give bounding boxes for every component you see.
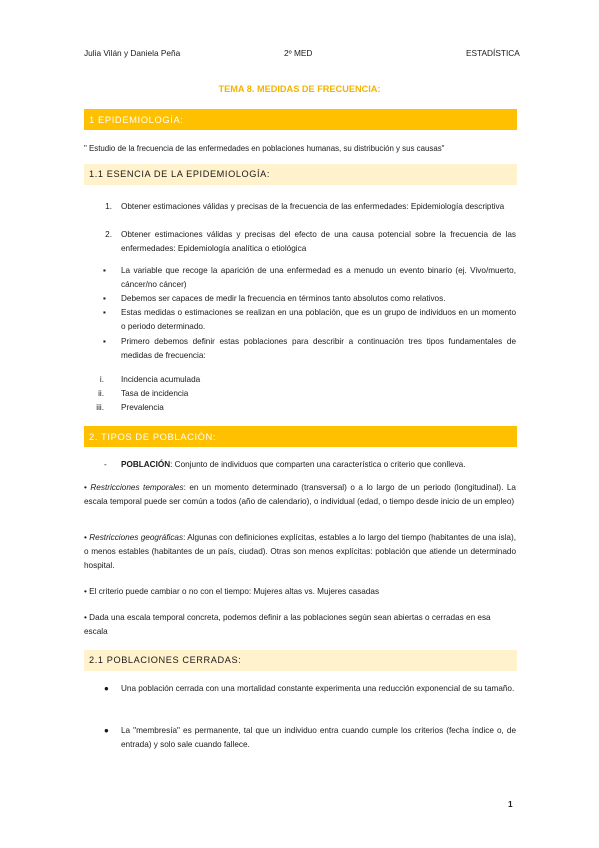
temporal-label: Restricciones temporales [90, 483, 184, 492]
section-2-1-heading: 2.1 POBLACIONES CERRADAS: [84, 650, 517, 671]
star-bullet-icon: • [84, 533, 90, 542]
geographic-label: Restricciones geográficas [89, 533, 184, 542]
numbered-item-1: Obtener estimaciones válidas y precisas de la frecuencia de las enfermedades: Epidemiología descriptiva [121, 202, 505, 211]
geographic-text: : Algunas con definiciones explícitas, estables a lo largo del tiempo (habitantes de una isla), o menos estables (habitantes de un país, ciudad). Otras son menos explícitas: población que atiende un determinado hospital. [84, 533, 516, 570]
scale-note [84, 611, 516, 639]
temporal-text: : en un momento determinado (transversal) o a lo largo de un periodo (longitudinal). La escala temporal puede ser común a todos (año de calendario), o individual (edad, o tiempo desde inicio de un empleo) [84, 483, 516, 506]
section-1-heading: 1 EPIDEMIOLOGÍA: [84, 109, 517, 130]
roman-marker-2: ii. [98, 389, 104, 398]
numbered-item-2: Obtener estimaciones válidas y precisas del efecto de una causa potencial sobre la frecuencia de las enfermedades: Epidemiología analítica o etiológica [121, 230, 516, 253]
criteria-note [84, 585, 516, 599]
roman-marker-1: i. [99, 375, 104, 384]
square-bullet-icon: ▪ [103, 337, 106, 346]
header-subject: ESTADÍSTICA [466, 48, 520, 58]
geographic-restrictions [84, 531, 516, 573]
population-label: POBLACIÓN [121, 460, 171, 469]
header-course: 2º MED [284, 48, 313, 58]
dot-bullet-icon: ● [104, 726, 109, 735]
bullet-item-1: La variable que recoge la aparición de una enfermedad es a menudo un evento binario (ej. Vivo/muerto, cáncer/no cáncer) [121, 266, 516, 289]
temporal-restrictions [84, 481, 516, 509]
bullet-item-2: Debemos ser capaces de medir la frecuencia en términos tanto absolutos como relativos. [121, 294, 446, 303]
closed-item-2: La "membresía" es permanente, tal que un individuo entra cuando cumple los criterios (fecha índice o, de entrada) y solo sale cuando fallece. [121, 726, 516, 749]
dash-bullet-icon: - [104, 460, 107, 469]
bullet-item-3: Estas medidas o estimaciones se realizan en una población, que es un grupo de individuos en un momento o periodo determinado. [121, 308, 516, 331]
numbered-marker-1: 1. [105, 202, 112, 211]
section-2-heading: 2. TIPOS DE POBLACIÓN: [84, 426, 517, 447]
roman-item-2: Tasa de incidencia [121, 389, 189, 398]
section-1-1-heading: 1.1 ESENCIA DE LA EPIDEMIOLOGÍA: [84, 164, 517, 185]
star-bullet-icon: • [84, 613, 90, 622]
numbered-marker-2: 2. [105, 230, 112, 239]
star-bullet-icon: • [84, 483, 91, 492]
roman-marker-3: iii. [96, 403, 104, 412]
square-bullet-icon: ▪ [103, 266, 106, 275]
criteria-text: El criterio puede cambiar o no con el tiempo: Mujeres altas vs. Mujeres casadas [89, 587, 380, 596]
header-authors: Julia Vilán y Daniela Peña [84, 48, 181, 58]
dot-bullet-icon: ● [104, 684, 109, 693]
bullet-item-4: Primero debemos definir estas poblaciones para describir a continuación tres tipos fundamentales de medidas de frecuencia: [121, 337, 516, 360]
roman-item-3: Prevalencia [121, 403, 164, 412]
population-definition [121, 458, 521, 472]
section-1-quote: " Estudio de la frecuencia de las enfermedades en poblaciones humanas, su distribución y sus causas" [84, 144, 445, 153]
star-bullet-icon: • [84, 587, 90, 596]
square-bullet-icon: ▪ [103, 294, 106, 303]
population-text: : Conjunto de individuos que comparten una característica o criterio que conlleva. [170, 460, 466, 469]
roman-item-1: Incidencia acumulada [121, 375, 201, 384]
closed-item-1: Una población cerrada con una mortalidad constante experimenta una reducción exponencial de su tamaño. [121, 684, 515, 693]
scale-text: Dada una escala temporal concreta, podemos definir a las poblaciones según sean abiertas o cerradas en esa escala [84, 613, 491, 636]
document-title: TEMA 8. MEDIDAS DE FRECUENCIA: [218, 84, 381, 94]
page-number: 1 [508, 799, 513, 809]
square-bullet-icon: ▪ [103, 308, 106, 317]
